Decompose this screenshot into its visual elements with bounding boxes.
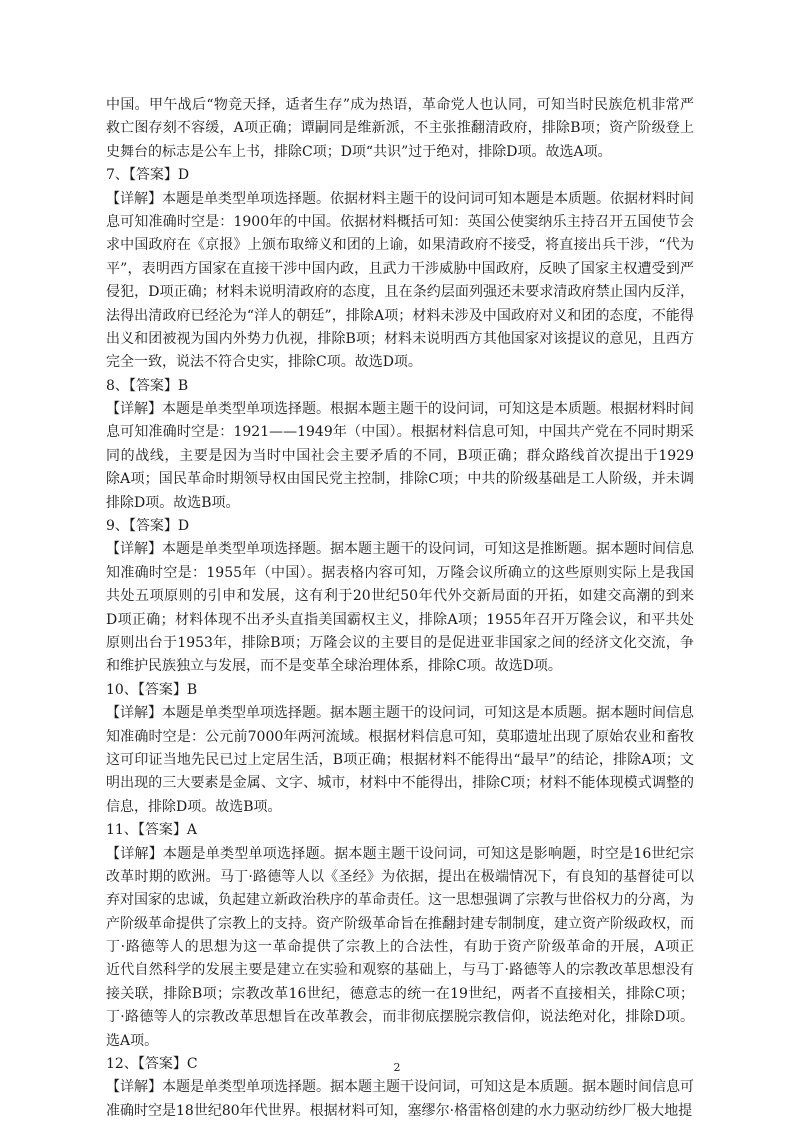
text-line: 息可知准确时空是：1921——1949年（中国）。根据材料信息可知，中国共产党在不同时期采 bbox=[106, 424, 694, 441]
answer-heading: 8、【答案】B bbox=[106, 377, 189, 394]
explanation-line-start: 【详解】本题是单类型单项选择题。根据本题主题干的设问词，可知这是本质题。根据材料时间 bbox=[106, 401, 694, 418]
text-line: 明出现的三大要素是金属、文字、城市，材料中不能得出，排除C项；材料不能体现模式调整的 bbox=[106, 775, 694, 792]
text-line: 求中国政府在《京报》上颁布取缔义和团的上谕，如果清政府不接受，将直接出兵干涉，“代为 bbox=[106, 237, 694, 254]
text-line: 除A项；国民革命时期领导权由国民党主控制，排除C项；中共的阶级基础是工人阶级，并未调 bbox=[106, 471, 694, 488]
explanation-line-start: 【详解】本题是单类型单项选择题。据本题主题干设问词，可知这是本质题。据本题时间信息可 bbox=[106, 1079, 694, 1096]
text-line: 平”，表明西方国家在直接干涉中国内政，且武力干涉威胁中国政府，反映了国家主权遭受到严 bbox=[106, 260, 694, 277]
explanation-line-start: 【详解】本题是单类型单项选择题。据本题主题干的设问词，可知这是本质题。据本题时间信息 bbox=[106, 705, 694, 722]
text-line: 史舞台的标志是公车上书，排除C项；D项“共识”过于绝对，排除D项。故选A项。 bbox=[106, 143, 612, 160]
text-line: 侵犯，D项正确；材料未说明清政府的态度，且在条约层面列强还未要求清政府禁止国内反洋， bbox=[106, 284, 694, 301]
text-line: 原则出台于1953年，排除B项；万隆会议的主要目的是促进亚非国家之间的经济文化交流，争 bbox=[106, 634, 694, 651]
text-line: 共处五项原则的引申和发展，这有利于20世纪50年代外交新局面的开拓，如建交高潮的到来 bbox=[106, 588, 694, 605]
page-number: 2 bbox=[393, 1061, 401, 1074]
answer-heading: 12、【答案】C bbox=[106, 1056, 198, 1073]
text-line: 选A项。 bbox=[106, 1032, 159, 1049]
text-line: 排除D项。故选B项。 bbox=[106, 494, 240, 511]
answer-heading: 9、【答案】D bbox=[106, 518, 190, 535]
text-line: 丁·路德等人的思想为这一革命提供了宗教上的合法性，有助于资产阶级革命的开展，A项正 bbox=[106, 939, 694, 956]
text-line: 弃对国家的忠诚，负起建立新政治秩序的革命责任。这一思想强调了宗教与世俗权力的分离，为 bbox=[106, 892, 694, 909]
document-body bbox=[106, 94, 694, 1123]
answer-heading: 10、【答案】B bbox=[106, 681, 198, 698]
text-line: 知准确时空是：1955年（中国）。据表格内容可知，万隆会议所确立的这些原则实际上是我国 bbox=[106, 564, 694, 581]
text-line: 准确时空是18世纪80年代世界。根据材料可知，塞缪尔·格雷格创建的水力驱动纺纱厂极大地提 bbox=[106, 1102, 693, 1119]
explanation-line-start: 【详解】本题是单类型单项选择题。据本题主题干的设问词，可知这是推断题。据本题时间信息 bbox=[106, 541, 694, 558]
text-line: 同的战线，主要是因为当时中国社会主要矛盾的不同，B项正确；群众路线首次提出于1929 bbox=[106, 447, 694, 464]
text-line: 法得出清政府已经沦为“洋人的朝廷”，排除A项；材料未涉及中国政府对义和团的态度，不能得 bbox=[106, 307, 694, 324]
text-line: 这可印证当地先民已过上定居生活，B项正确；根据材料不能得出“最早”的结论，排除A项；文 bbox=[106, 751, 694, 768]
explanation-line-start: 【详解】本题是单类型单项选择题。依据材料主题干的设问词可知本题是本质题。依据材料时间 bbox=[106, 190, 694, 207]
text-line: 知准确时空是：公元前7000年两河流域。根据材料信息可知，莫耶遗址出现了原始农业和畜牧 bbox=[106, 728, 694, 745]
text-line: 丁·路德等人的宗教改革思想旨在改革教会，而非彻底摆脱宗教信仰，说法绝对化，排除D项。 bbox=[106, 1009, 694, 1026]
text-line: 出义和团被视为国内外势力仇视，排除B项；材料未说明西方其他国家对该提议的意见，且西方 bbox=[106, 330, 694, 347]
text-line: 和维护民族独立与发展，而不是变革全球治理体系，排除C项。故选D项。 bbox=[106, 658, 562, 675]
text-line: 息可知准确时空是：1900年的中国。依据材料概括可知：英国公使窦纳乐主持召开五国使节会 bbox=[106, 213, 694, 230]
text-line: 产阶级革命提供了宗教上的支持。资产阶级革命旨在推翻封建专制制度，建立资产阶级政权，而 bbox=[106, 915, 694, 932]
answer-heading: 7、【答案】D bbox=[106, 167, 190, 184]
text-line: 中国。甲午战后“物竞天择，适者生存”成为热语，革命党人也认同，可知当时民族危机非常严 bbox=[106, 97, 694, 113]
text-line: D项正确；材料体现不出矛头直指美国霸权主义，排除A项；1955年召开万隆会议，和平共处 bbox=[106, 611, 694, 628]
text-line: 救亡图存刻不容缓，A项正确；谭嗣同是维新派，不主张推翻清政府，排除B项；资产阶级登上 bbox=[106, 120, 694, 137]
explanation-line-start: 【详解】本题是单类型单项选择题。据本题主题干设问词，可知这是影响题，时空是16世纪宗 bbox=[106, 845, 694, 862]
text-line: 接关联，排除B项；宗教改革16世纪，德意志的统一在19世纪，两者不直接相关，排除C项； bbox=[106, 985, 694, 1002]
text-line: 近代自然科学的发展主要是建立在实验和观察的基础上，与马丁·路德等人的宗教改革思想没有 bbox=[106, 962, 694, 979]
text-line: 完全一致，说法不符合史实，排除C项。故选D项。 bbox=[106, 354, 422, 371]
text-line: 改革时期的欧洲。马丁·路德等人以《圣经》为依据，提出在极端情况下，有良知的基督徒可以 bbox=[106, 868, 694, 885]
answer-heading: 11、【答案】A bbox=[106, 822, 197, 839]
text-line: 信息，排除D项。故选B项。 bbox=[106, 798, 282, 815]
